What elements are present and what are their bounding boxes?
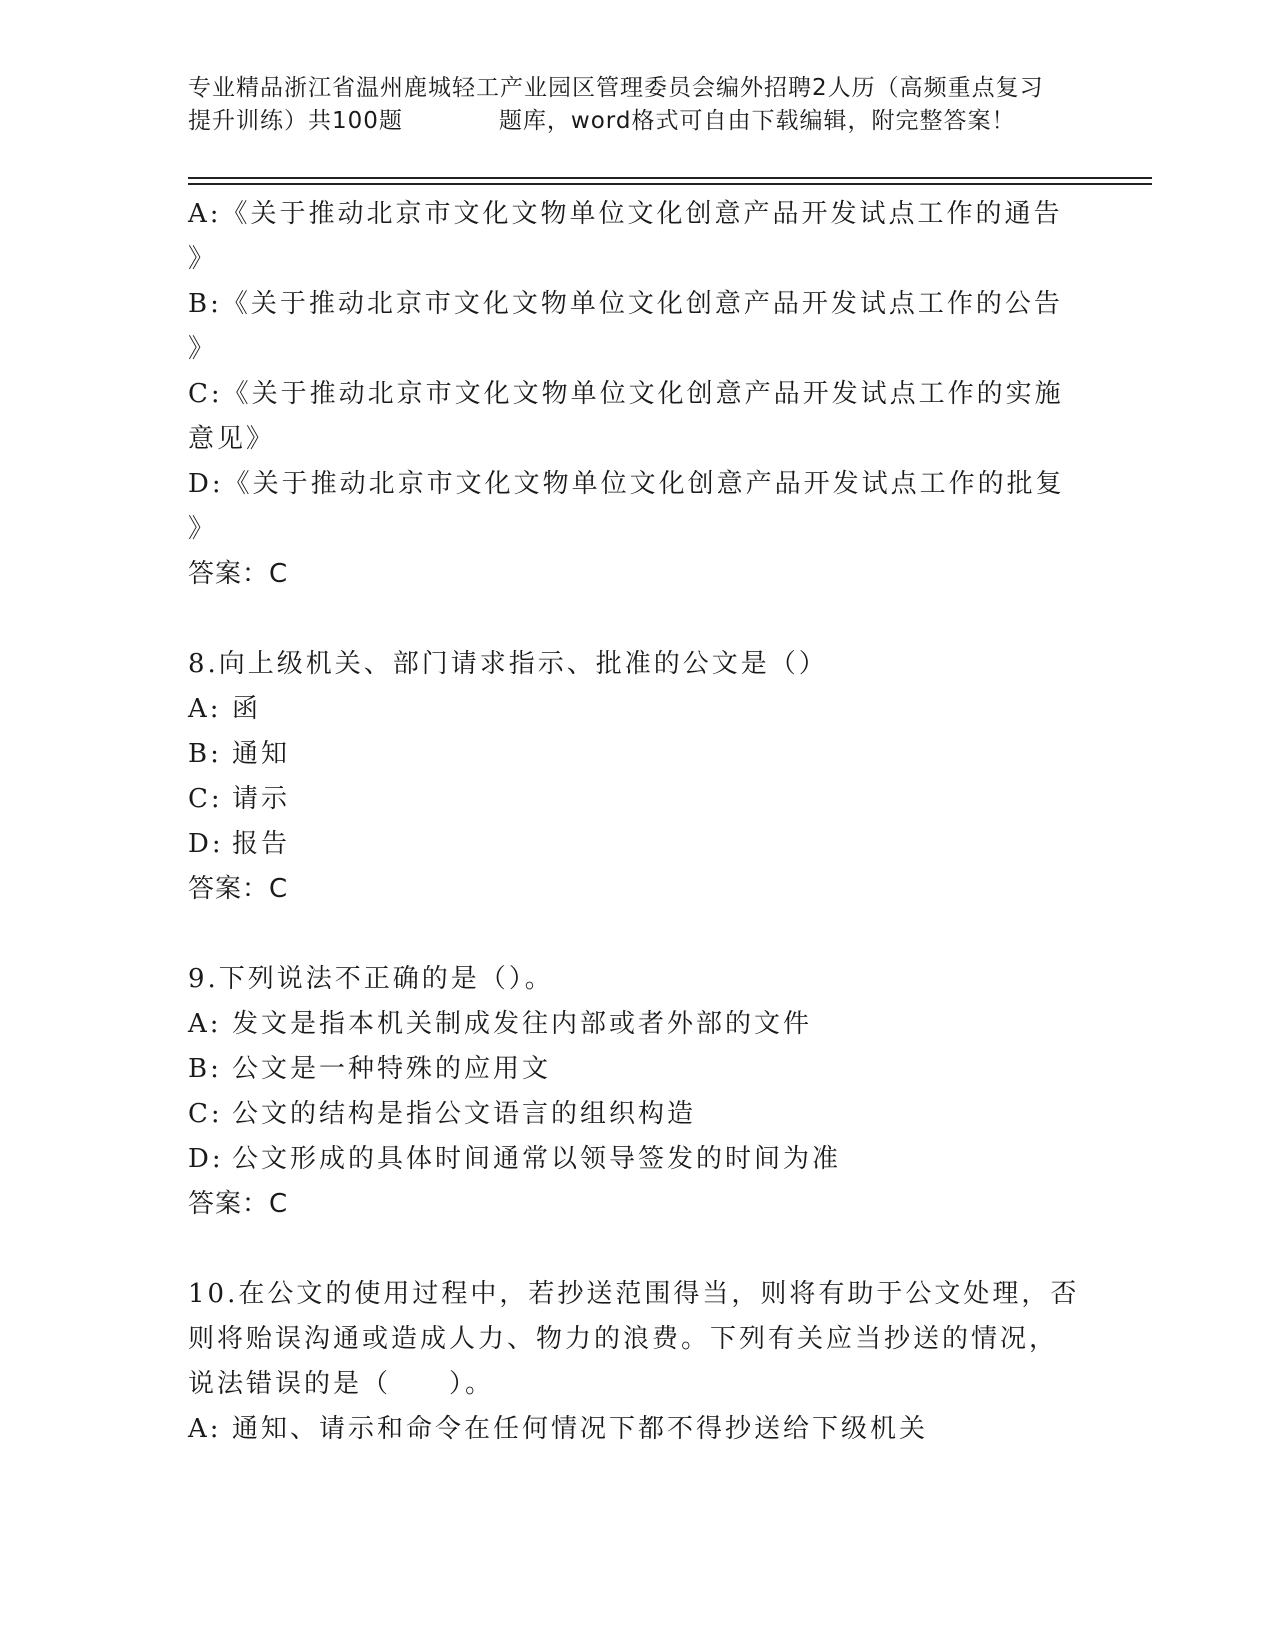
- option-label: C:: [188, 379, 223, 409]
- question-text: 8.向上级机关、部门请求指示、批准的公文是（）: [188, 649, 828, 679]
- option-c: [188, 372, 1088, 417]
- option-label: B:: [188, 739, 222, 769]
- option-text: 《关于推动北京市文化文物单位文化创意产品开发试点工作的公告: [221, 289, 1063, 319]
- option-b-continuation: 》: [188, 334, 218, 364]
- option-label: A:: [188, 694, 222, 724]
- header-line-2-right: 题库，word格式可自由下载编辑，附完整答案！: [498, 108, 1016, 134]
- option-text: 函: [232, 694, 262, 724]
- option-d: [188, 822, 1088, 867]
- option-c: [188, 777, 1088, 822]
- option-d: [188, 1137, 1088, 1182]
- option-text: 公文的结构是指公文语言的组织构造: [232, 1099, 697, 1129]
- option-a-continuation: 》: [188, 244, 218, 274]
- option-label: C:: [188, 784, 223, 814]
- spacer: [188, 1227, 1088, 1272]
- option-a: [188, 1002, 1088, 1047]
- header-line-1: 专业精品浙江省温州鹿城轻工产业园区管理委员会编外招聘2人历（高频重点复习: [188, 75, 1044, 101]
- question-text-line-3: 说法错误的是（ ）。: [188, 1369, 495, 1399]
- option-label: A:: [188, 199, 222, 229]
- option-text: 《关于推动北京市文化文物单位文化创意产品开发试点工作的通告: [221, 199, 1063, 229]
- option-text: 《关于推动北京市文化文物单位文化创意产品开发试点工作的批复: [223, 469, 1065, 499]
- option-c: [188, 1092, 1088, 1137]
- question-9: [188, 957, 1088, 1227]
- option-text: 通知、请示和命令在任何情况下都不得抄送给下级机关: [232, 1414, 929, 1444]
- option-d: [188, 462, 1088, 507]
- option-b: [188, 1047, 1088, 1092]
- option-label: A:: [188, 1414, 222, 1444]
- option-text: 通知: [232, 739, 291, 769]
- option-b: [188, 732, 1088, 777]
- option-text: 公文形成的具体时间通常以领导签发的时间为准: [232, 1144, 842, 1174]
- answer-text: 答案：C: [188, 1189, 289, 1219]
- spacer: [188, 597, 1088, 642]
- option-text: 请示: [232, 784, 291, 814]
- question-text: 9.下列说法不正确的是（）。: [188, 964, 554, 994]
- answer-text: 答案：C: [188, 874, 289, 904]
- option-label: D:: [188, 1144, 224, 1174]
- option-text: 公文是一种特殊的应用文: [232, 1054, 552, 1084]
- question-text-line-2: 则将贻误沟通或造成人力、物力的浪费。下列有关应当抄送的情况，: [188, 1324, 1059, 1354]
- question-7: [188, 192, 1088, 597]
- option-c-continuation: 意见》: [188, 424, 276, 454]
- header-line-2-left: 提升训练）共100题: [188, 108, 403, 134]
- header-line-2: [188, 105, 1088, 138]
- option-label: B:: [188, 1054, 222, 1084]
- option-text: 《关于推动北京市文化文物单位文化创意产品开发试点工作的实施: [222, 379, 1064, 409]
- page-header: [188, 72, 1088, 138]
- option-d-continuation: 》: [188, 514, 218, 544]
- question-8: [188, 642, 1088, 912]
- option-label: C:: [188, 1099, 223, 1129]
- spacer: [188, 912, 1088, 957]
- option-a: [188, 687, 1088, 732]
- option-label: B:: [188, 289, 222, 319]
- option-b: [188, 282, 1088, 327]
- option-text: 发文是指本机关制成发往内部或者外部的文件: [232, 1009, 813, 1039]
- option-a: [188, 1407, 1088, 1452]
- question-text-line-1: 10.在公文的使用过程中，若抄送范围得当，则将有助于公文处理，否: [188, 1279, 1080, 1309]
- answer-text: 答案：C: [188, 559, 289, 589]
- option-text: 报告: [232, 829, 291, 859]
- option-label: A:: [188, 1009, 222, 1039]
- question-10: [188, 1272, 1088, 1452]
- header-divider-bottom: [188, 183, 1152, 185]
- option-label: D:: [188, 469, 224, 499]
- header-divider-top: [188, 177, 1152, 179]
- question-content: [188, 192, 1088, 1452]
- option-a: [188, 192, 1088, 237]
- option-label: D:: [188, 829, 224, 859]
